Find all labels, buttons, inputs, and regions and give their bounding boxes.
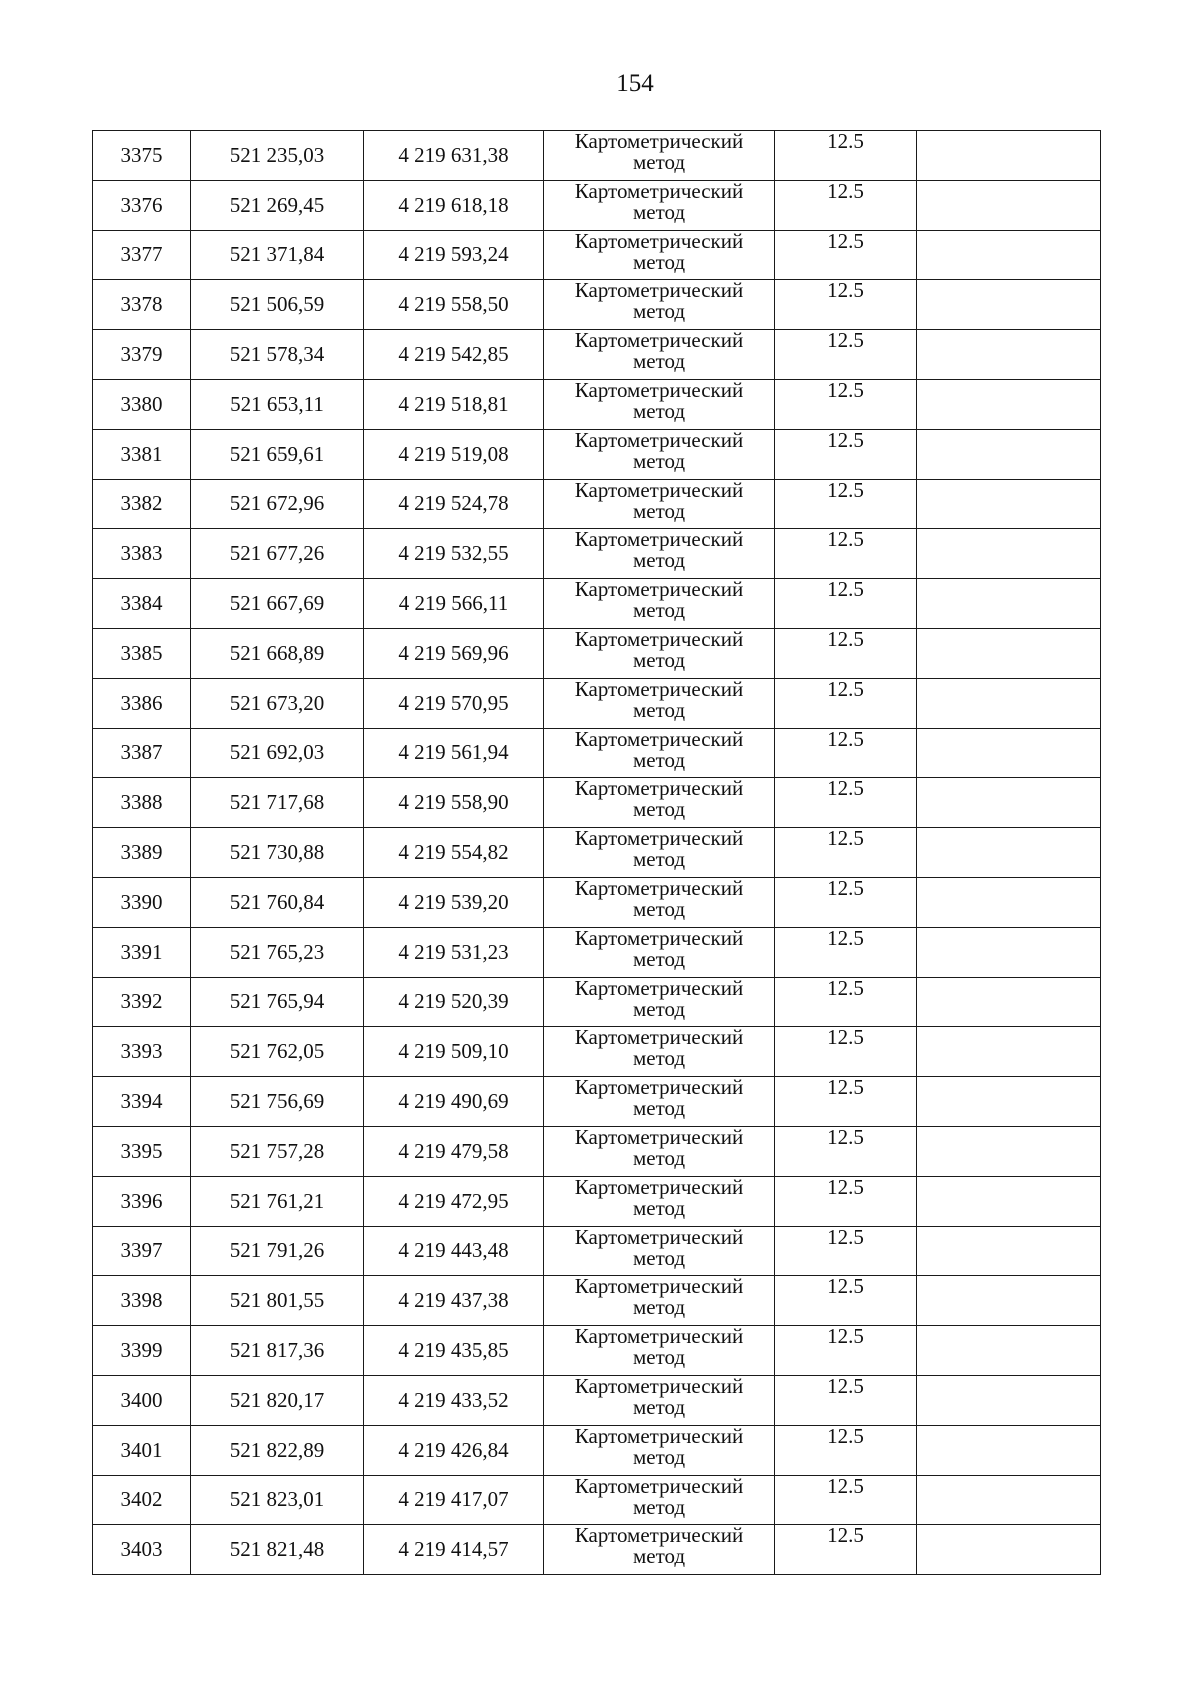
method-line-2: метод xyxy=(632,249,686,274)
method-line-2: метод xyxy=(632,1544,686,1569)
y-coordinate-cell: 4 219 472,95 xyxy=(364,1176,544,1226)
method-cell xyxy=(544,877,775,927)
method-line-1: Картометрический xyxy=(574,1124,744,1149)
x-coordinate-cell: 521 506,59 xyxy=(191,280,364,330)
x-coordinate-cell: 521 817,36 xyxy=(191,1326,364,1376)
x-coordinate-cell: 521 717,68 xyxy=(191,778,364,828)
accuracy-cell: 12.5 xyxy=(775,877,917,927)
accuracy-cell: 12.5 xyxy=(775,180,917,230)
method-line-2: метод xyxy=(632,647,686,672)
accuracy-cell: 12.5 xyxy=(775,828,917,878)
method-cell xyxy=(544,1176,775,1226)
method-line-1: Картометрический xyxy=(574,228,744,253)
point-number-cell: 3397 xyxy=(93,1226,191,1276)
point-number-cell: 3381 xyxy=(93,429,191,479)
method-line-1: Картометрический xyxy=(574,377,744,402)
method-line-1: Картометрический xyxy=(574,527,744,552)
x-coordinate-cell: 521 791,26 xyxy=(191,1226,364,1276)
description-cell xyxy=(917,429,1101,479)
point-number-cell: 3384 xyxy=(93,579,191,629)
table-row xyxy=(93,1525,1101,1575)
method-line-1: Картометрический xyxy=(574,1075,744,1100)
accuracy-cell: 12.5 xyxy=(775,1176,917,1226)
table-row xyxy=(93,1126,1101,1176)
point-number-cell: 3399 xyxy=(93,1326,191,1376)
table-row xyxy=(93,927,1101,977)
method-cell xyxy=(544,1027,775,1077)
point-number-cell: 3398 xyxy=(93,1276,191,1326)
method-line-2: метод xyxy=(632,398,686,423)
y-coordinate-cell: 4 219 520,39 xyxy=(364,977,544,1027)
x-coordinate-cell: 521 820,17 xyxy=(191,1375,364,1425)
method-cell xyxy=(544,1276,775,1326)
point-number-cell: 3386 xyxy=(93,678,191,728)
method-cell xyxy=(544,828,775,878)
point-number-cell: 3391 xyxy=(93,927,191,977)
method-line-1: Картометрический xyxy=(574,1423,744,1448)
x-coordinate-cell: 521 673,20 xyxy=(191,678,364,728)
method-line-1: Картометрический xyxy=(574,1224,744,1249)
accuracy-cell: 12.5 xyxy=(775,1525,917,1575)
description-cell xyxy=(917,1126,1101,1176)
method-line-1: Картометрический xyxy=(574,328,744,353)
method-line-1: Картометрический xyxy=(574,1373,744,1398)
point-number-cell: 3378 xyxy=(93,280,191,330)
method-line-2: метод xyxy=(632,199,686,224)
accuracy-cell: 12.5 xyxy=(775,230,917,280)
method-line-2: метод xyxy=(632,1444,686,1469)
table-row xyxy=(93,429,1101,479)
table-row xyxy=(93,1475,1101,1525)
method-cell xyxy=(544,1077,775,1127)
description-cell xyxy=(917,479,1101,529)
table-row xyxy=(93,579,1101,629)
method-cell xyxy=(544,628,775,678)
accuracy-cell: 12.5 xyxy=(775,1375,917,1425)
method-cell xyxy=(544,678,775,728)
y-coordinate-cell: 4 219 542,85 xyxy=(364,330,544,380)
x-coordinate-cell: 521 692,03 xyxy=(191,728,364,778)
method-line-2: метод xyxy=(632,1096,686,1121)
description-cell xyxy=(917,1425,1101,1475)
method-line-2: метод xyxy=(632,548,686,573)
y-coordinate-cell: 4 219 479,58 xyxy=(364,1126,544,1176)
x-coordinate-cell: 521 765,94 xyxy=(191,977,364,1027)
method-line-2: метод xyxy=(632,1494,686,1519)
y-coordinate-cell: 4 219 593,24 xyxy=(364,230,544,280)
method-cell xyxy=(544,379,775,429)
accuracy-cell: 12.5 xyxy=(775,1027,917,1077)
y-coordinate-cell: 4 219 569,96 xyxy=(364,628,544,678)
method-line-2: метод xyxy=(632,498,686,523)
accuracy-cell: 12.5 xyxy=(775,379,917,429)
description-cell xyxy=(917,1276,1101,1326)
x-coordinate-cell: 521 235,03 xyxy=(191,131,364,181)
y-coordinate-cell: 4 219 524,78 xyxy=(364,479,544,529)
point-number-cell: 3395 xyxy=(93,1126,191,1176)
method-line-1: Картометрический xyxy=(574,1523,744,1548)
point-number-cell: 3382 xyxy=(93,479,191,529)
method-line-2: метод xyxy=(632,896,686,921)
method-line-1: Картометрический xyxy=(574,1324,744,1349)
method-line-2: метод xyxy=(632,1195,686,1220)
accuracy-cell: 12.5 xyxy=(775,330,917,380)
method-line-2: метод xyxy=(632,150,686,174)
method-cell xyxy=(544,180,775,230)
accuracy-cell: 12.5 xyxy=(775,778,917,828)
point-number-cell: 3393 xyxy=(93,1027,191,1077)
accuracy-cell: 12.5 xyxy=(775,977,917,1027)
accuracy-cell: 12.5 xyxy=(775,131,917,181)
y-coordinate-cell: 4 219 433,52 xyxy=(364,1375,544,1425)
description-cell xyxy=(917,579,1101,629)
method-line-1: Картометрический xyxy=(574,129,744,153)
method-cell xyxy=(544,728,775,778)
method-line-1: Картометрический xyxy=(574,875,744,900)
table-row xyxy=(93,828,1101,878)
method-line-2: метод xyxy=(632,1245,686,1270)
point-number-cell: 3389 xyxy=(93,828,191,878)
description-cell xyxy=(917,180,1101,230)
table-row xyxy=(93,131,1101,181)
coordinates-table-body xyxy=(93,131,1101,1575)
y-coordinate-cell: 4 219 570,95 xyxy=(364,678,544,728)
x-coordinate-cell: 521 269,45 xyxy=(191,180,364,230)
method-line-2: метод xyxy=(632,1295,686,1320)
x-coordinate-cell: 521 756,69 xyxy=(191,1077,364,1127)
method-line-1: Картометрический xyxy=(574,975,744,1000)
y-coordinate-cell: 4 219 539,20 xyxy=(364,877,544,927)
point-number-cell: 3392 xyxy=(93,977,191,1027)
point-number-cell: 3377 xyxy=(93,230,191,280)
table-row xyxy=(93,479,1101,529)
y-coordinate-cell: 4 219 561,94 xyxy=(364,728,544,778)
method-line-2: метод xyxy=(632,847,686,872)
method-cell xyxy=(544,479,775,529)
method-line-1: Картометрический xyxy=(574,626,744,651)
y-coordinate-cell: 4 219 417,07 xyxy=(364,1475,544,1525)
y-coordinate-cell: 4 219 554,82 xyxy=(364,828,544,878)
description-cell xyxy=(917,628,1101,678)
description-cell xyxy=(917,977,1101,1027)
accuracy-cell: 12.5 xyxy=(775,1126,917,1176)
y-coordinate-cell: 4 219 443,48 xyxy=(364,1226,544,1276)
method-line-1: Картометрический xyxy=(574,1025,744,1050)
coordinates-table xyxy=(92,130,1101,1575)
point-number-cell: 3375 xyxy=(93,131,191,181)
method-line-1: Картометрический xyxy=(574,726,744,751)
method-line-2: метод xyxy=(632,1345,686,1370)
y-coordinate-cell: 4 219 518,81 xyxy=(364,379,544,429)
x-coordinate-cell: 521 762,05 xyxy=(191,1027,364,1077)
page-number: 154 xyxy=(616,70,654,97)
x-coordinate-cell: 521 760,84 xyxy=(191,877,364,927)
method-line-1: Картометрический xyxy=(574,925,744,950)
method-cell xyxy=(544,330,775,380)
method-cell xyxy=(544,1425,775,1475)
table-row xyxy=(93,280,1101,330)
point-number-cell: 3379 xyxy=(93,330,191,380)
accuracy-cell: 12.5 xyxy=(775,1226,917,1276)
description-cell xyxy=(917,1326,1101,1376)
table-row xyxy=(93,1326,1101,1376)
description-cell xyxy=(917,280,1101,330)
method-cell xyxy=(544,1126,775,1176)
description-cell xyxy=(917,728,1101,778)
point-number-cell: 3383 xyxy=(93,529,191,579)
point-number-cell: 3376 xyxy=(93,180,191,230)
method-line-1: Картометрический xyxy=(574,278,744,303)
table-row xyxy=(93,180,1101,230)
point-number-cell: 3380 xyxy=(93,379,191,429)
method-line-2: метод xyxy=(632,996,686,1021)
method-line-2: метод xyxy=(632,946,686,971)
method-line-1: Картометрический xyxy=(574,776,744,801)
description-cell xyxy=(917,529,1101,579)
table-row xyxy=(93,1176,1101,1226)
table-row xyxy=(93,1077,1101,1127)
x-coordinate-cell: 521 578,34 xyxy=(191,330,364,380)
point-number-cell: 3390 xyxy=(93,877,191,927)
y-coordinate-cell: 4 219 631,38 xyxy=(364,131,544,181)
method-cell xyxy=(544,778,775,828)
method-cell xyxy=(544,429,775,479)
accuracy-cell: 12.5 xyxy=(775,678,917,728)
method-line-2: метод xyxy=(632,448,686,473)
accuracy-cell: 12.5 xyxy=(775,1475,917,1525)
y-coordinate-cell: 4 219 558,90 xyxy=(364,778,544,828)
x-coordinate-cell: 521 667,69 xyxy=(191,579,364,629)
table-row xyxy=(93,728,1101,778)
x-coordinate-cell: 521 672,96 xyxy=(191,479,364,529)
accuracy-cell: 12.5 xyxy=(775,1276,917,1326)
method-line-1: Картометрический xyxy=(574,178,744,203)
y-coordinate-cell: 4 219 532,55 xyxy=(364,529,544,579)
description-cell xyxy=(917,1176,1101,1226)
point-number-cell: 3394 xyxy=(93,1077,191,1127)
x-coordinate-cell: 521 757,28 xyxy=(191,1126,364,1176)
y-coordinate-cell: 4 219 490,69 xyxy=(364,1077,544,1127)
method-line-1: Картометрический xyxy=(574,577,744,602)
table-row xyxy=(93,529,1101,579)
point-number-cell: 3403 xyxy=(93,1525,191,1575)
y-coordinate-cell: 4 219 437,38 xyxy=(364,1276,544,1326)
description-cell xyxy=(917,778,1101,828)
y-coordinate-cell: 4 219 435,85 xyxy=(364,1326,544,1376)
x-coordinate-cell: 521 653,11 xyxy=(191,379,364,429)
point-number-cell: 3396 xyxy=(93,1176,191,1226)
method-cell xyxy=(544,529,775,579)
method-cell xyxy=(544,131,775,181)
table-row xyxy=(93,330,1101,380)
method-line-2: метод xyxy=(632,1145,686,1170)
point-number-cell: 3385 xyxy=(93,628,191,678)
method-line-2: метод xyxy=(632,349,686,374)
method-line-1: Картометрический xyxy=(574,676,744,701)
table-row xyxy=(93,379,1101,429)
description-cell xyxy=(917,131,1101,181)
x-coordinate-cell: 521 822,89 xyxy=(191,1425,364,1475)
table-row xyxy=(93,1226,1101,1276)
method-cell xyxy=(544,230,775,280)
table-row xyxy=(93,1276,1101,1326)
description-cell xyxy=(917,379,1101,429)
point-number-cell: 3388 xyxy=(93,778,191,828)
description-cell xyxy=(917,828,1101,878)
y-coordinate-cell: 4 219 414,57 xyxy=(364,1525,544,1575)
description-cell xyxy=(917,1525,1101,1575)
table-row xyxy=(93,1027,1101,1077)
method-line-2: метод xyxy=(632,299,686,324)
accuracy-cell: 12.5 xyxy=(775,927,917,977)
method-line-1: Картометрический xyxy=(574,826,744,851)
x-coordinate-cell: 521 761,21 xyxy=(191,1176,364,1226)
table-row xyxy=(93,977,1101,1027)
method-line-2: метод xyxy=(632,1394,686,1419)
method-cell xyxy=(544,927,775,977)
description-cell xyxy=(917,877,1101,927)
table-row xyxy=(93,877,1101,927)
accuracy-cell: 12.5 xyxy=(775,529,917,579)
y-coordinate-cell: 4 219 509,10 xyxy=(364,1027,544,1077)
method-cell xyxy=(544,1525,775,1575)
x-coordinate-cell: 521 668,89 xyxy=(191,628,364,678)
x-coordinate-cell: 521 371,84 xyxy=(191,230,364,280)
method-line-1: Картометрический xyxy=(574,477,744,502)
x-coordinate-cell: 521 659,61 xyxy=(191,429,364,479)
method-line-1: Картометрический xyxy=(574,1174,744,1199)
method-cell xyxy=(544,1475,775,1525)
description-cell xyxy=(917,1226,1101,1276)
accuracy-cell: 12.5 xyxy=(775,1077,917,1127)
description-cell xyxy=(917,1375,1101,1425)
method-cell xyxy=(544,1226,775,1276)
method-line-2: метод xyxy=(632,1046,686,1071)
table-row xyxy=(93,230,1101,280)
point-number-cell: 3401 xyxy=(93,1425,191,1475)
accuracy-cell: 12.5 xyxy=(775,1326,917,1376)
point-number-cell: 3402 xyxy=(93,1475,191,1525)
description-cell xyxy=(917,1027,1101,1077)
y-coordinate-cell: 4 219 426,84 xyxy=(364,1425,544,1475)
accuracy-cell: 12.5 xyxy=(775,728,917,778)
table-row xyxy=(93,1425,1101,1475)
method-line-2: метод xyxy=(632,697,686,722)
y-coordinate-cell: 4 219 566,11 xyxy=(364,579,544,629)
method-line-1: Картометрический xyxy=(574,1473,744,1498)
y-coordinate-cell: 4 219 519,08 xyxy=(364,429,544,479)
accuracy-cell: 12.5 xyxy=(775,280,917,330)
description-cell xyxy=(917,927,1101,977)
x-coordinate-cell: 521 801,55 xyxy=(191,1276,364,1326)
method-line-1: Картометрический xyxy=(574,1274,744,1299)
table-row xyxy=(93,1375,1101,1425)
method-cell xyxy=(544,1375,775,1425)
x-coordinate-cell: 521 730,88 xyxy=(191,828,364,878)
description-cell xyxy=(917,678,1101,728)
description-cell xyxy=(917,1475,1101,1525)
accuracy-cell: 12.5 xyxy=(775,1425,917,1475)
x-coordinate-cell: 521 821,48 xyxy=(191,1525,364,1575)
description-cell xyxy=(917,230,1101,280)
method-line-2: метод xyxy=(632,747,686,772)
table-row xyxy=(93,778,1101,828)
accuracy-cell: 12.5 xyxy=(775,429,917,479)
method-cell xyxy=(544,1326,775,1376)
method-cell xyxy=(544,280,775,330)
method-line-2: метод xyxy=(632,598,686,623)
description-cell xyxy=(917,330,1101,380)
accuracy-cell: 12.5 xyxy=(775,479,917,529)
accuracy-cell: 12.5 xyxy=(775,628,917,678)
x-coordinate-cell: 521 823,01 xyxy=(191,1475,364,1525)
method-line-1: Картометрический xyxy=(574,427,744,452)
table-row xyxy=(93,628,1101,678)
method-cell xyxy=(544,579,775,629)
accuracy-cell: 12.5 xyxy=(775,579,917,629)
description-cell xyxy=(917,1077,1101,1127)
x-coordinate-cell: 521 677,26 xyxy=(191,529,364,579)
y-coordinate-cell: 4 219 531,23 xyxy=(364,927,544,977)
y-coordinate-cell: 4 219 618,18 xyxy=(364,180,544,230)
point-number-cell: 3387 xyxy=(93,728,191,778)
method-line-2: метод xyxy=(632,797,686,822)
point-number-cell: 3400 xyxy=(93,1375,191,1425)
table-row xyxy=(93,678,1101,728)
x-coordinate-cell: 521 765,23 xyxy=(191,927,364,977)
method-cell xyxy=(544,977,775,1027)
y-coordinate-cell: 4 219 558,50 xyxy=(364,280,544,330)
